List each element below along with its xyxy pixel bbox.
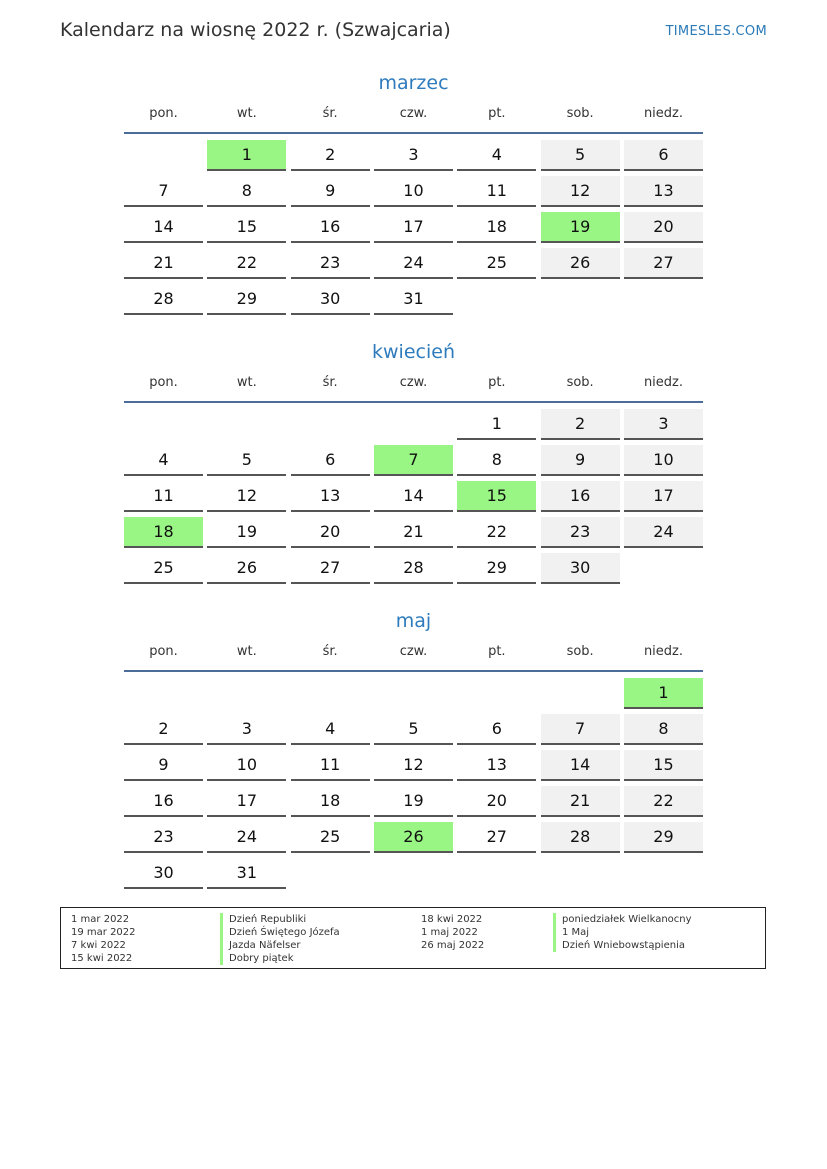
weekday-header — [124, 373, 703, 393]
day-cell[interactable]: 24 — [374, 248, 453, 279]
day-cell[interactable]: 9 — [291, 176, 370, 207]
weekday-label: sob. — [566, 375, 594, 390]
legend-holiday-date: 1 mar 2022 — [71, 914, 130, 925]
empty-cell — [541, 678, 620, 707]
legend-holiday-name: Dobry piątek — [220, 952, 340, 965]
weekday-label: wt. — [236, 106, 257, 121]
weekend-day-cell[interactable]: 16 — [541, 481, 620, 512]
days-grid — [124, 140, 703, 315]
legend-holiday-name: Dzień Wniebowstąpienia — [553, 939, 692, 952]
day-cell[interactable]: 4 — [291, 714, 370, 745]
day-cell[interactable]: 13 — [291, 481, 370, 512]
weekday-label: niedz. — [643, 644, 683, 659]
holiday-day-cell[interactable]: 1 — [207, 140, 286, 171]
weekend-day-cell[interactable]: 9 — [541, 445, 620, 476]
holiday-day-cell[interactable]: 1 — [624, 678, 703, 709]
day-cell[interactable]: 2 — [124, 714, 203, 745]
weekday-label: wt. — [236, 375, 257, 390]
day-cell[interactable]: 17 — [207, 786, 286, 817]
day-cell[interactable]: 13 — [457, 750, 536, 781]
weekday-label: pt. — [488, 644, 506, 659]
weekend-day-cell[interactable]: 15 — [624, 750, 703, 781]
day-cell[interactable]: 29 — [207, 284, 286, 315]
weekend-day-cell[interactable]: 10 — [624, 445, 703, 476]
day-cell[interactable]: 18 — [291, 786, 370, 817]
weekday-label: pon. — [149, 375, 178, 390]
weekday-label: śr. — [322, 644, 338, 659]
empty-cell — [457, 678, 536, 707]
day-cell[interactable]: 30 — [124, 858, 203, 889]
empty-cell — [291, 409, 370, 438]
day-cell[interactable]: 21 — [124, 248, 203, 279]
weekday-label: czw. — [399, 106, 428, 121]
weekend-day-cell[interactable]: 12 — [541, 176, 620, 207]
holiday-day-cell[interactable]: 26 — [374, 822, 453, 853]
weekend-day-cell[interactable]: 8 — [624, 714, 703, 745]
weekend-day-cell[interactable]: 3 — [624, 409, 703, 440]
day-cell[interactable]: 22 — [457, 517, 536, 548]
weekend-day-cell[interactable]: 29 — [624, 822, 703, 853]
weekend-day-cell[interactable]: 23 — [541, 517, 620, 548]
day-cell[interactable]: 9 — [124, 750, 203, 781]
day-cell[interactable]: 24 — [207, 822, 286, 853]
day-cell[interactable]: 12 — [207, 481, 286, 512]
days-grid — [124, 409, 703, 584]
day-cell[interactable]: 25 — [124, 553, 203, 584]
day-cell[interactable]: 11 — [291, 750, 370, 781]
weekend-day-cell[interactable]: 28 — [541, 822, 620, 853]
day-cell[interactable]: 11 — [124, 481, 203, 512]
weekday-label: niedz. — [643, 106, 683, 121]
page-title: Kalendarz na wiosnę 2022 r. (Szwajcaria) — [60, 19, 451, 41]
legend-dates-right — [421, 913, 484, 952]
brand-link[interactable]: TIMESLES.COM — [665, 24, 767, 39]
day-cell[interactable]: 12 — [374, 750, 453, 781]
month-name: kwiecień — [372, 341, 455, 363]
month-name: maj — [395, 610, 432, 632]
empty-cell — [207, 678, 286, 707]
header-line — [124, 401, 703, 403]
legend-holiday-name: Dzień Republiki — [220, 913, 340, 926]
weekend-day-cell[interactable]: 13 — [624, 176, 703, 207]
day-cell[interactable]: 14 — [374, 481, 453, 512]
weekday-label: czw. — [399, 375, 428, 390]
day-cell[interactable]: 25 — [457, 248, 536, 279]
day-cell[interactable]: 20 — [291, 517, 370, 548]
day-cell[interactable]: 8 — [207, 176, 286, 207]
day-cell[interactable]: 4 — [457, 140, 536, 171]
holiday-day-cell[interactable]: 19 — [541, 212, 620, 243]
legend-names-left — [220, 913, 340, 965]
weekday-label: sob. — [566, 106, 594, 121]
day-cell[interactable]: 6 — [457, 714, 536, 745]
holiday-day-cell[interactable]: 7 — [374, 445, 453, 476]
empty-cell — [374, 678, 453, 707]
weekend-day-cell[interactable]: 5 — [541, 140, 620, 171]
empty-cell — [124, 678, 203, 707]
weekday-label: czw. — [399, 644, 428, 659]
empty-cell — [374, 409, 453, 438]
day-cell[interactable]: 19 — [207, 517, 286, 548]
day-cell[interactable]: 16 — [124, 786, 203, 817]
legend-holiday-date: 15 kwi 2022 — [71, 953, 133, 964]
day-cell[interactable]: 19 — [374, 786, 453, 817]
header-line — [124, 132, 703, 134]
weekday-label: śr. — [322, 375, 338, 390]
legend-holiday-name: poniedziałek Wielkanocny — [553, 913, 692, 926]
day-cell[interactable]: 28 — [374, 553, 453, 584]
day-cell[interactable]: 18 — [457, 212, 536, 243]
empty-cell — [207, 409, 286, 438]
weekend-day-cell[interactable]: 14 — [541, 750, 620, 781]
day-cell[interactable]: 16 — [291, 212, 370, 243]
weekend-day-cell[interactable]: 6 — [624, 140, 703, 171]
day-cell[interactable]: 2 — [291, 140, 370, 171]
day-cell[interactable]: 30 — [291, 284, 370, 315]
weekend-day-cell[interactable]: 24 — [624, 517, 703, 548]
month-march — [124, 70, 703, 315]
weekday-label: wt. — [236, 644, 257, 659]
weekday-label: śr. — [322, 106, 338, 121]
day-cell[interactable]: 29 — [457, 553, 536, 584]
legend-holiday-date: 7 kwi 2022 — [71, 940, 126, 951]
holiday-day-cell[interactable]: 15 — [457, 481, 536, 512]
day-cell[interactable]: 28 — [124, 284, 203, 315]
empty-cell — [291, 678, 370, 707]
weekend-day-cell[interactable]: 7 — [541, 714, 620, 745]
weekend-day-cell[interactable]: 30 — [541, 553, 620, 584]
day-cell[interactable]: 5 — [374, 714, 453, 745]
month-name: marzec — [378, 72, 449, 94]
weekday-label: pon. — [149, 644, 178, 659]
weekday-header — [124, 104, 703, 124]
day-cell[interactable]: 10 — [207, 750, 286, 781]
weekday-label: pt. — [488, 106, 506, 121]
weekday-label: pon. — [149, 106, 178, 121]
weekend-day-cell[interactable]: 21 — [541, 786, 620, 817]
weekend-day-cell[interactable]: 17 — [624, 481, 703, 512]
legend-holiday-name: 1 Maj — [553, 926, 692, 939]
legend-dates-left — [71, 913, 136, 965]
day-cell[interactable]: 8 — [457, 445, 536, 476]
legend-holiday-date: 18 kwi 2022 — [421, 914, 483, 925]
day-cell[interactable]: 27 — [291, 553, 370, 584]
legend-holiday-date: 1 maj 2022 — [421, 927, 478, 938]
day-cell[interactable]: 23 — [124, 822, 203, 853]
day-cell[interactable]: 7 — [124, 176, 203, 207]
legend-holiday-name: Dzień Świętego Józefa — [220, 926, 340, 939]
legend-holiday-name: Jazda Näfelser — [220, 939, 340, 952]
weekend-day-cell[interactable]: 20 — [624, 212, 703, 243]
day-cell[interactable]: 4 — [124, 445, 203, 476]
month-may — [124, 608, 703, 889]
legend-holiday-date: 26 maj 2022 — [421, 940, 485, 951]
weekend-day-cell[interactable]: 22 — [624, 786, 703, 817]
legend-names-right — [553, 913, 692, 952]
day-cell[interactable]: 6 — [291, 445, 370, 476]
day-cell[interactable]: 22 — [207, 248, 286, 279]
empty-cell — [124, 409, 203, 438]
day-cell[interactable]: 3 — [207, 714, 286, 745]
empty-cell — [124, 140, 203, 169]
day-cell[interactable]: 15 — [207, 212, 286, 243]
weekend-day-cell[interactable]: 27 — [624, 248, 703, 279]
weekday-label: niedz. — [643, 375, 683, 390]
weekday-label: sob. — [566, 644, 594, 659]
legend-holiday-date: 19 mar 2022 — [71, 927, 136, 938]
day-cell[interactable]: 3 — [374, 140, 453, 171]
month-april — [124, 339, 703, 584]
holiday-day-cell[interactable]: 18 — [124, 517, 203, 548]
day-cell[interactable]: 20 — [457, 786, 536, 817]
day-cell[interactable]: 23 — [291, 248, 370, 279]
day-cell[interactable]: 25 — [291, 822, 370, 853]
day-cell[interactable]: 21 — [374, 517, 453, 548]
day-cell[interactable]: 26 — [207, 553, 286, 584]
weekend-day-cell[interactable]: 2 — [541, 409, 620, 440]
day-cell[interactable]: 14 — [124, 212, 203, 243]
weekday-header — [124, 642, 703, 662]
weekend-day-cell[interactable]: 26 — [541, 248, 620, 279]
day-cell[interactable]: 10 — [374, 176, 453, 207]
day-cell[interactable]: 5 — [207, 445, 286, 476]
day-cell[interactable]: 27 — [457, 822, 536, 853]
header-line — [124, 670, 703, 672]
day-cell[interactable]: 11 — [457, 176, 536, 207]
day-cell[interactable]: 1 — [457, 409, 536, 440]
holiday-legend — [60, 907, 766, 969]
weekday-label: pt. — [488, 375, 506, 390]
day-cell[interactable]: 31 — [374, 284, 453, 315]
day-cell[interactable]: 31 — [207, 858, 286, 889]
days-grid — [124, 678, 703, 889]
day-cell[interactable]: 17 — [374, 212, 453, 243]
